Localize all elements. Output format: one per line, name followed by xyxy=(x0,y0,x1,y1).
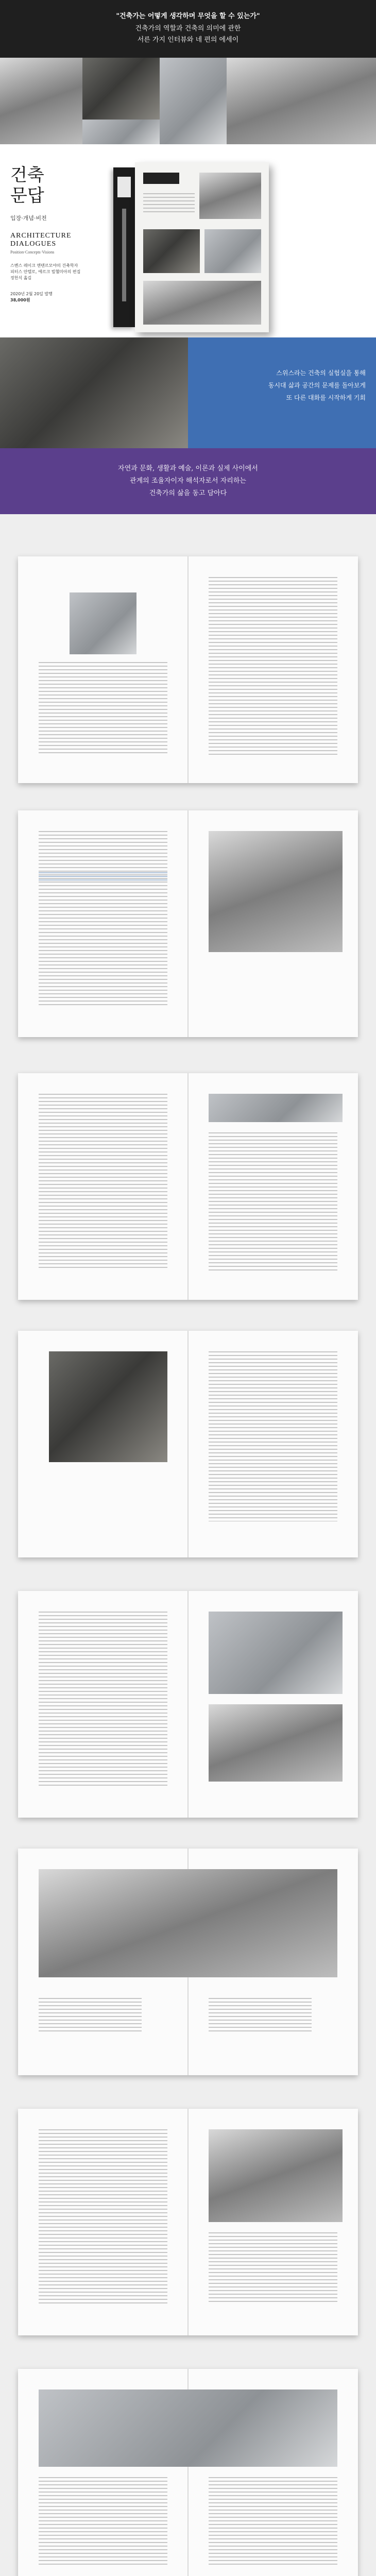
book-cover-mockup xyxy=(82,162,361,332)
spread8-right-text xyxy=(209,2477,337,2565)
spread8-left-text xyxy=(39,2477,167,2565)
book-spread-7 xyxy=(18,2109,358,2335)
book-en-subtitle: Position·Concepts·Visions xyxy=(10,250,55,255)
spread8-sketch-collage xyxy=(39,2389,337,2467)
spread1-left-text xyxy=(39,662,167,755)
spread2-stair-photo xyxy=(209,831,343,952)
book-authors-line2: 피터스 안텔로, 에르크 빌헬미아의 편집 xyxy=(10,269,81,274)
author-photo-collage xyxy=(0,58,376,144)
photo-architects-walking xyxy=(0,337,188,448)
spread6-aerial-map xyxy=(39,1869,337,1977)
book-authors-line1: 스벤스 레이크 엔텐르모야의 건축학자 xyxy=(10,263,78,268)
book-spread-8 xyxy=(18,2369,358,2576)
book-spread-2 xyxy=(18,810,358,1037)
book-cover-photo-3 xyxy=(204,229,261,273)
photo-band xyxy=(0,337,376,448)
book-spread-6 xyxy=(18,1849,358,2075)
header-quote-line1: "건축가는 어떻게 생각하며 무엇을 할 수 있는가" xyxy=(116,12,260,20)
photo-architects-3 xyxy=(160,58,227,144)
spread5-left-text xyxy=(39,1612,167,1787)
spread4-right-text xyxy=(209,1351,337,1521)
book-title-line2: 문답 xyxy=(10,185,44,206)
spread6-legend-right xyxy=(209,1998,312,2034)
book-spread-3 xyxy=(18,1073,358,1300)
purple-quote-line3: 건축가의 삶을 동고 담아다 xyxy=(149,489,227,497)
book-authors-line3: 정헌식 옮김 xyxy=(10,276,32,280)
spread7-right-text xyxy=(209,2232,337,2304)
book-cover-photo-2 xyxy=(143,229,200,273)
photo-architects-2 xyxy=(82,58,160,120)
book-spine xyxy=(113,167,135,327)
blue-quote-line2: 동시대 삶과 공간의 문제를 돌아보게 xyxy=(268,382,366,389)
book-cover-photo-4 xyxy=(143,281,261,325)
header-quote-line3: 서른 가지 인터뷰와 네 편의 에세이 xyxy=(137,36,239,44)
header-band xyxy=(0,0,376,58)
book-en-title xyxy=(10,232,72,255)
book-cover-photo-1 xyxy=(199,173,261,219)
book-pub-date: 2020년 2월 20일 발행 xyxy=(10,292,53,296)
photo-architects-1 xyxy=(0,58,82,144)
spread5-courtyard-photo xyxy=(209,1704,343,1782)
book-en-title-line2: DIALOGUES xyxy=(10,240,57,248)
blue-quote-line1: 스위스라는 건축의 실험실을 통해 xyxy=(276,369,366,377)
book-intro-section xyxy=(0,144,376,337)
blue-quote xyxy=(188,337,376,448)
spread1-right-text xyxy=(209,577,337,755)
book-subtitle: 입장·개념·비전 xyxy=(10,215,47,222)
spreads-background xyxy=(0,514,376,2576)
book-title-line1: 건축 xyxy=(10,165,44,185)
spread3-roof-photo xyxy=(209,1094,343,1122)
spread2-left-questions xyxy=(39,872,167,883)
spread2-left-text xyxy=(39,831,167,1006)
spread7-structure-photo xyxy=(209,2129,343,2222)
book-spread-4 xyxy=(18,1331,358,1557)
spread6-legend-left xyxy=(39,1998,142,2034)
book-authors xyxy=(10,263,80,281)
purple-quote-line2: 관계의 조율자이자 해석자로서 자리하는 xyxy=(130,477,246,485)
book-spread-1 xyxy=(18,556,358,783)
spread3-right-text xyxy=(209,1132,337,1272)
spread4-building-photo xyxy=(49,1351,167,1462)
spread3-left-text xyxy=(39,1094,167,1269)
book-spread-5 xyxy=(18,1591,358,1818)
book-title xyxy=(10,165,44,206)
spread5-glass-building-photo xyxy=(209,1612,343,1694)
blue-quote-line3: 또 다른 대화를 시작하게 기회 xyxy=(286,394,366,401)
purple-quote-band xyxy=(0,448,376,514)
header-quote-line2: 건축가의 역할과 건축의 의미에 관한 xyxy=(135,25,241,32)
book-en-title-line1: ARCHITECTURE xyxy=(10,232,72,240)
book-cover xyxy=(135,162,269,332)
spread7-left-text xyxy=(39,2129,167,2304)
photo-architects-5 xyxy=(82,120,160,144)
purple-quote-line1: 자연과 문화, 생활과 예술, 이론과 실제 사이에서 xyxy=(118,465,258,472)
spread1-tree-photo xyxy=(70,592,136,654)
photo-architects-4 xyxy=(227,58,376,144)
book-price: 38,000원 xyxy=(10,298,30,302)
book-pub-info xyxy=(10,291,53,303)
